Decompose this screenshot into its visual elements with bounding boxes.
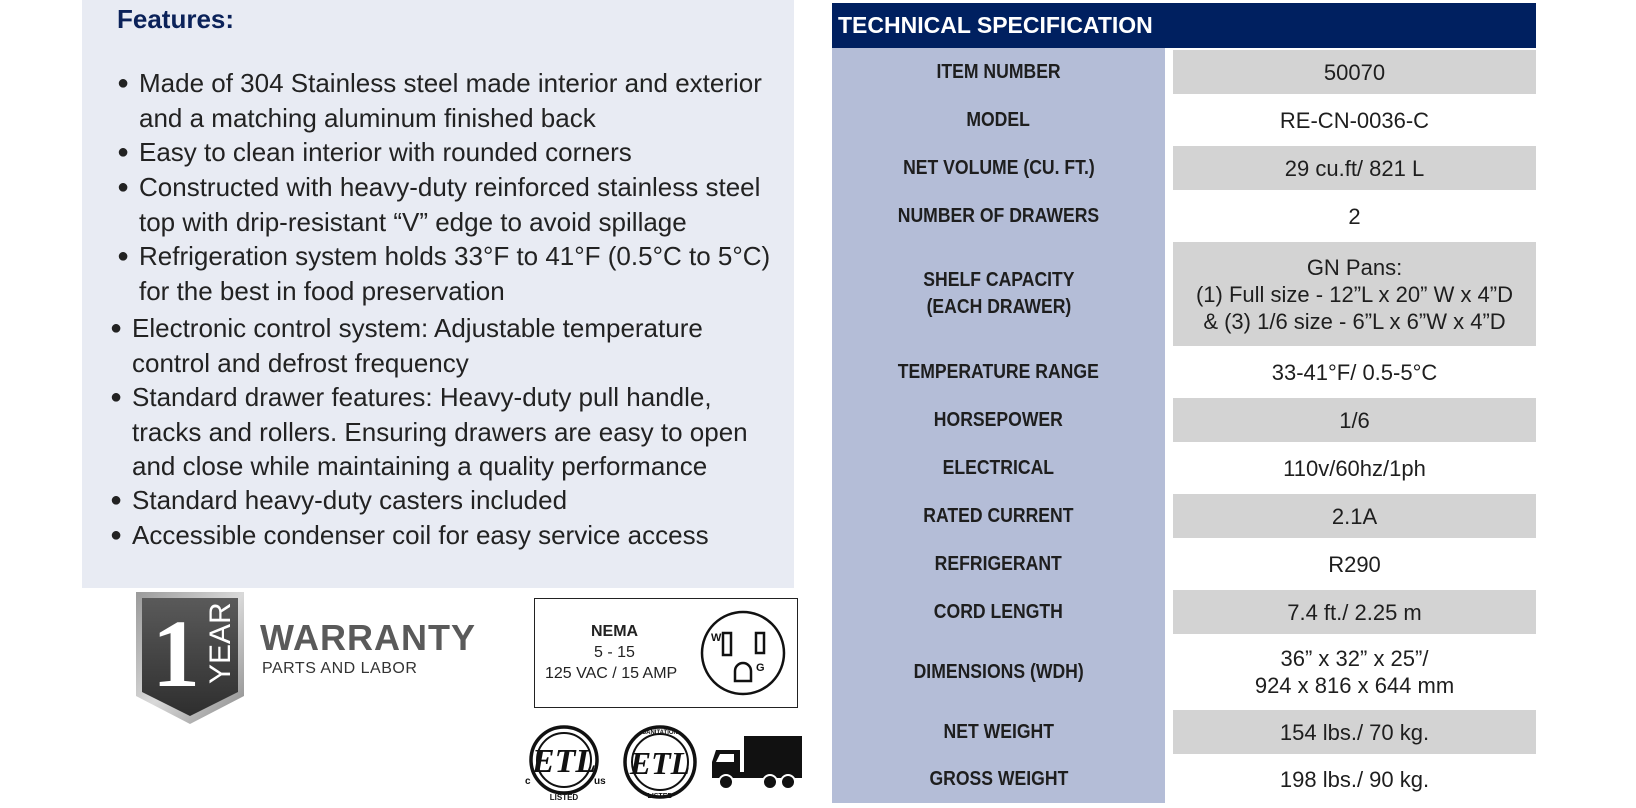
feature-list-item xyxy=(117,66,762,135)
spec-label-text xyxy=(929,766,1068,793)
spec-label xyxy=(832,144,1165,192)
feature-text-line: top with drip-resistant “V” edge to avoid spillage xyxy=(139,206,687,237)
spec-label-text xyxy=(934,407,1063,434)
svg-text:LISTED: LISTED xyxy=(549,793,579,802)
spec-label-text xyxy=(898,359,1099,386)
spec-value xyxy=(1173,398,1536,442)
spec-label-text xyxy=(913,659,1083,686)
spec-label-text xyxy=(936,59,1060,86)
spec-value xyxy=(1173,146,1536,190)
spec-label xyxy=(832,708,1165,756)
nema-type: 5 - 15 xyxy=(594,644,635,661)
spec-value xyxy=(1173,242,1536,346)
warranty-title: WARRANTY xyxy=(260,617,476,658)
spec-label-line: CORD LENGTH xyxy=(933,600,1064,623)
spec-label-line: NUMBER OF DRAWERS xyxy=(897,204,1100,227)
spec-value xyxy=(1173,542,1536,586)
feature-text-line: control and defrost frequency xyxy=(132,347,469,378)
warranty-year: YEAR xyxy=(204,602,237,684)
spec-row xyxy=(832,96,1536,144)
feature-text-line: Easy to clean interior with rounded corners xyxy=(139,137,632,167)
spec-row xyxy=(832,588,1536,636)
spec-table-title: TECHNICAL SPECIFICATION xyxy=(832,3,1536,48)
spec-row xyxy=(832,540,1536,588)
feature-text-line: Electronic control system: Adjustable temperature xyxy=(132,313,703,343)
spec-row xyxy=(832,240,1536,348)
bullet-icon: ● xyxy=(110,489,123,511)
bullet-icon: ● xyxy=(110,317,123,339)
spec-label-line: SHELF CAPACITY xyxy=(922,269,1075,291)
feature-text-line: tracks and rollers. Ensuring drawers are easy to open xyxy=(132,416,748,447)
spec-row xyxy=(832,192,1536,240)
spec-value xyxy=(1173,590,1536,634)
spec-value-line: 198 lbs./ 90 kg. xyxy=(1279,767,1430,792)
spec-label xyxy=(832,48,1165,96)
spec-table-body xyxy=(832,48,1536,803)
spec-value-line: 29 cu.ft/ 821 L xyxy=(1284,155,1425,181)
feature-text-line: and a matching aluminum finished back xyxy=(139,102,596,133)
spec-value-line: 36” x 32” x 25”/ xyxy=(1280,646,1429,671)
spec-value-line: & (3) 1/6 size - 6”L x 6”W x 4”D xyxy=(1203,308,1506,334)
spec-label-text xyxy=(934,599,1063,626)
bullet-icon: ● xyxy=(117,176,130,198)
feature-list-item xyxy=(110,311,703,380)
spec-value-line: 154 lbs./ 70 kg. xyxy=(1279,719,1430,745)
outlet-w-label: W xyxy=(711,632,722,644)
spec-label-text xyxy=(967,107,1031,134)
outlet-g-label: G xyxy=(756,662,765,674)
feature-list-item xyxy=(117,135,632,170)
spec-row xyxy=(832,756,1536,803)
spec-label-line: ITEM NUMBER xyxy=(936,60,1061,83)
bullet-icon: ● xyxy=(117,141,130,163)
spec-row xyxy=(832,708,1536,756)
bullet-icon: ● xyxy=(110,386,123,408)
spec-label xyxy=(832,348,1165,396)
spec-label-line: ELECTRICAL xyxy=(942,456,1055,479)
spec-label-line: HORSEPOWER xyxy=(933,408,1064,431)
spec-label-text xyxy=(898,203,1099,230)
feature-text-line: for the best in food preservation xyxy=(139,275,505,306)
spec-label-line: TEMPERATURE RANGE xyxy=(897,360,1100,383)
spec-label-text xyxy=(903,155,1095,182)
etl-listed-icon xyxy=(522,722,606,802)
warranty-subtitle: PARTS AND LABOR xyxy=(262,660,418,677)
etl-sanitation-icon xyxy=(620,722,700,802)
spec-value xyxy=(1173,638,1536,706)
svg-text:SANITATION: SANITATION xyxy=(642,730,678,736)
svg-text:us: us xyxy=(594,776,606,787)
spec-value xyxy=(1173,446,1536,490)
spec-label-line: NET VOLUME (CU. FT.) xyxy=(902,156,1095,179)
warranty-shield-icon xyxy=(132,588,248,728)
spec-row xyxy=(832,48,1536,96)
nema-title: NEMA xyxy=(591,623,639,640)
spec-label-text xyxy=(943,455,1054,482)
bullet-icon: ● xyxy=(110,524,123,546)
spec-row xyxy=(832,396,1536,444)
svg-text:LISTED: LISTED xyxy=(647,793,673,800)
spec-value xyxy=(1173,194,1536,238)
spec-label-text xyxy=(923,267,1074,321)
spec-label xyxy=(832,192,1165,240)
spec-label xyxy=(832,756,1165,803)
spec-label xyxy=(832,492,1165,540)
warranty-number: 1 xyxy=(152,600,200,707)
spec-label xyxy=(832,540,1165,588)
spec-value-line: GN Pans: xyxy=(1306,254,1403,280)
spec-value xyxy=(1173,98,1536,142)
feature-text-line: Constructed with heavy-duty reinforced stainless steel xyxy=(139,172,761,202)
spec-label-text xyxy=(935,551,1062,578)
spec-value xyxy=(1173,494,1536,538)
spec-label xyxy=(832,636,1165,708)
spec-value-line: 924 x 816 x 644 mm xyxy=(1254,673,1455,698)
spec-value xyxy=(1173,350,1536,394)
features-title: Features: xyxy=(117,4,235,34)
spec-value-line: 110v/60hz/1ph xyxy=(1283,455,1426,481)
spec-label xyxy=(832,96,1165,144)
spec-value-line: 2.1A xyxy=(1331,503,1378,529)
feature-text-line: and close while maintaining a quality performance xyxy=(132,451,708,481)
feature-list-item xyxy=(110,518,709,553)
technical-spec-table xyxy=(832,3,1536,803)
bullet-icon: ● xyxy=(117,245,130,267)
spec-label-line: MODEL xyxy=(966,108,1031,131)
spec-label xyxy=(832,444,1165,492)
spec-value-line: (1) Full size - 12”L x 20” W x 4”D xyxy=(1195,281,1514,307)
spec-row xyxy=(832,636,1536,708)
spec-label xyxy=(832,396,1165,444)
spec-label-text xyxy=(943,719,1053,746)
feature-text-line: Refrigeration system holds 33°F to 41°F (0.5°C to 5°C) xyxy=(139,241,771,271)
spec-value xyxy=(1173,50,1536,94)
spec-label-line: (EACH DRAWER) xyxy=(926,296,1071,318)
spec-row xyxy=(832,492,1536,540)
spec-value xyxy=(1173,710,1536,754)
feature-text-line: Accessible condenser coil for easy service access xyxy=(132,520,709,550)
spec-row xyxy=(832,144,1536,192)
svg-text:ETL: ETL xyxy=(629,745,691,781)
feature-text-line: Standard drawer features: Heavy-duty pull handle, xyxy=(132,382,712,412)
spec-value-line: 50070 xyxy=(1323,59,1386,85)
spec-row xyxy=(832,444,1536,492)
spec-value-line: 33-41°F/ 0.5-5°C xyxy=(1271,359,1438,385)
svg-text:ETL: ETL xyxy=(531,743,597,780)
svg-text:c: c xyxy=(525,776,531,787)
spec-label-text xyxy=(923,503,1073,530)
spec-value-line: 7.4 ft./ 2.25 m xyxy=(1287,599,1422,625)
spec-value-line: R290 xyxy=(1328,551,1381,577)
spec-value-line: RE-CN-0036-C xyxy=(1279,107,1430,133)
spec-label-line: REFRIGERANT xyxy=(934,552,1063,575)
spec-label-line: RATED CURRENT xyxy=(923,504,1074,527)
bullet-icon: ● xyxy=(117,72,130,94)
spec-row xyxy=(832,348,1536,396)
feature-list-item xyxy=(110,380,748,484)
feature-list-item xyxy=(117,170,760,239)
spec-label xyxy=(832,240,1165,348)
spec-label xyxy=(832,588,1165,636)
spec-label-line: DIMENSIONS (WDH) xyxy=(913,660,1084,683)
feature-text-line: Made of 304 Stainless steel made interior and exterior xyxy=(139,68,762,98)
feature-list-item xyxy=(110,483,567,518)
nema-plug-box xyxy=(534,598,798,708)
nema-rating: 125 VAC / 15 AMP xyxy=(545,665,678,682)
feature-text-line: Standard heavy-duty casters included xyxy=(132,485,568,515)
delivery-truck-icon xyxy=(710,732,804,792)
feature-list-item xyxy=(117,239,770,308)
nema-outlet-icon xyxy=(699,609,787,697)
spec-label-line: NET WEIGHT xyxy=(943,720,1054,743)
spec-value-line: 2 xyxy=(1348,203,1361,229)
spec-label-line: GROSS WEIGHT xyxy=(929,768,1068,790)
spec-value-line: 1/6 xyxy=(1339,407,1370,433)
spec-value xyxy=(1173,758,1536,801)
